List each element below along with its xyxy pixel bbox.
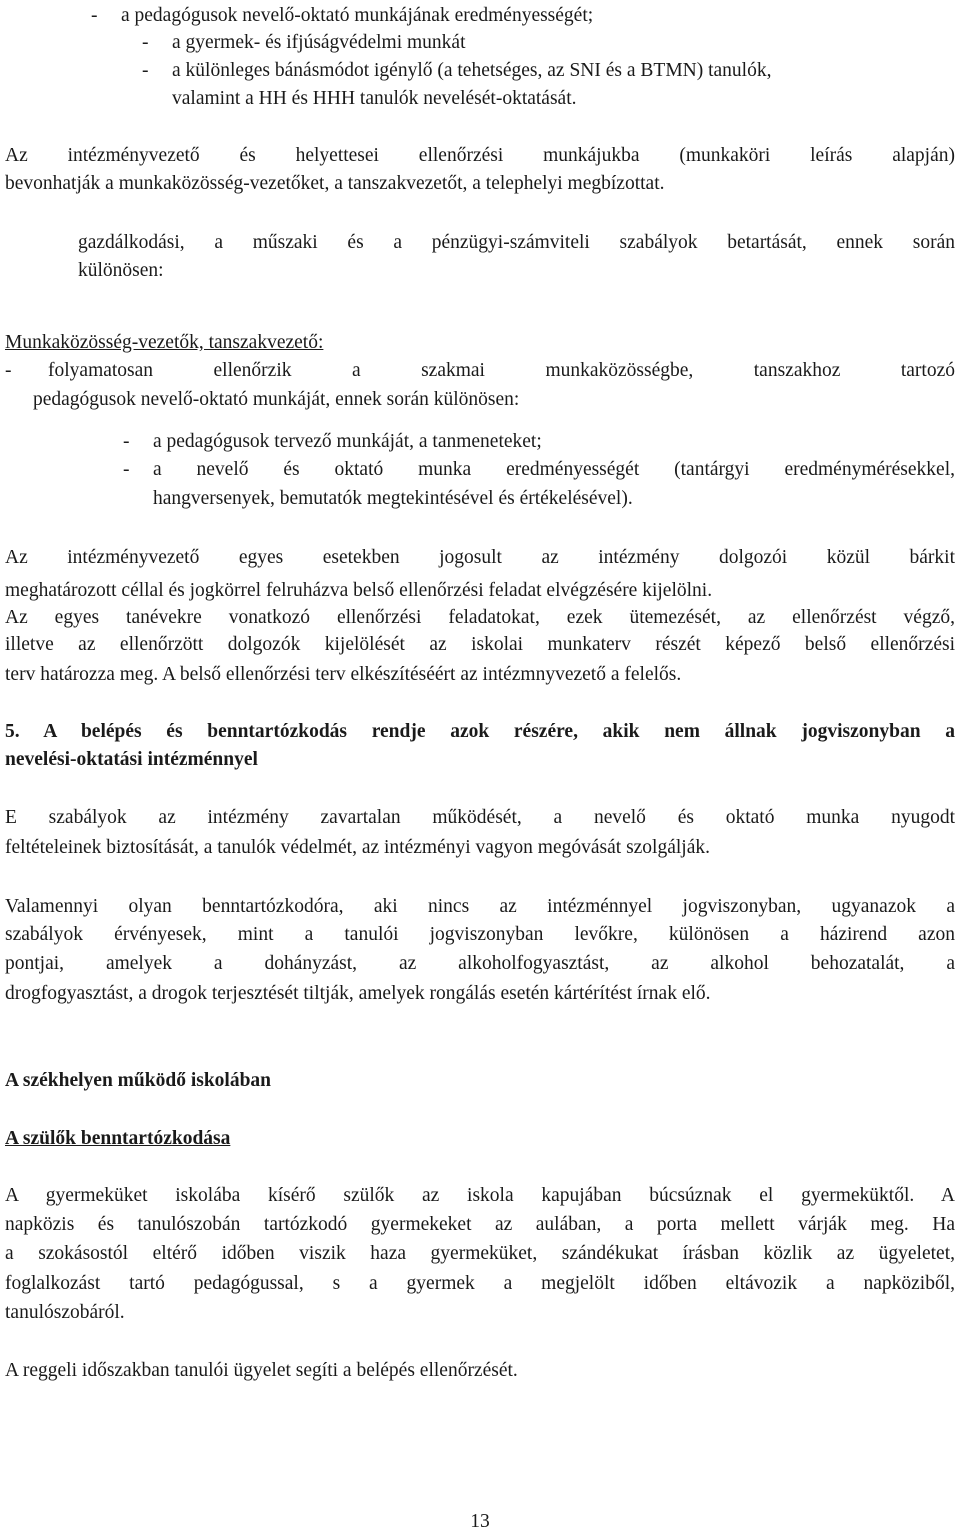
section-heading: nevelési-oktatási intézménnyel	[5, 749, 258, 770]
paragraph-line: drogfogyasztást, a drogok terjesztését tiltják, amelyek rongálás esetén kártérítést írnak elő.	[5, 983, 711, 1004]
list-dash: -	[142, 32, 149, 53]
list-dash: -	[91, 5, 98, 26]
list-item-continuation: valamint a HH és HHH tanulók nevelését-oktatását.	[172, 88, 577, 109]
paragraph-line: A gyermeküket iskolába kísérő szülők az iskola kapujában búcsúznak el gyermeküktől. A	[5, 1185, 955, 1206]
subheading: Munkaközösség-vezetők, tanszakvezető:	[5, 332, 324, 353]
paragraph-line: Valamennyi olyan benntartózkodóra, aki nincs az intézménnyel jogviszonyban, ugyanazok a	[5, 896, 955, 917]
paragraph-line: terv határozza meg. A belső ellenőrzési terv elkészítéséért az intézmnyvezető a felelős.	[5, 664, 682, 685]
paragraph-line: Az intézményvezető és helyettesei ellenőrzési munkájukba (munkaköri leírás alapján)	[5, 145, 955, 166]
page-number: 13	[470, 1511, 490, 1532]
heading-school: A székhelyen működő iskolában	[5, 1070, 272, 1091]
list-dash: -	[123, 459, 130, 480]
list-item: a különleges bánásmódot igénylő (a tehetséges, az SNI és a BTMN) tanulók,	[172, 60, 772, 81]
paragraph-line: gazdálkodási, a műszaki és a pénzügyi-számviteli szabályok betartását, ennek során	[78, 232, 955, 253]
paragraph-line: A reggeli időszakban tanulói ügyelet segíti a belépés ellenőrzését.	[5, 1360, 518, 1381]
list-item: folyamatosan ellenőrzik a szakmai munkaközösségbe, tanszakhoz tartozó	[48, 360, 955, 381]
heading-parents: A szülők benntartózkodása	[5, 1128, 231, 1149]
paragraph-line: foglalkozást tartó pedagógussal, s a gyermek a megjelölt időben eltávozik a napköziből,	[5, 1273, 955, 1294]
list-dash: -	[123, 431, 130, 452]
list-item: a nevelő és oktató munka eredményességét (tantárgyi eredménymérésekkel,	[153, 459, 955, 480]
paragraph-line: bevonhatják a munkaközösség-vezetőket, a tanszakvezetőt, a telephelyi megbízottat.	[5, 173, 665, 194]
list-item: a gyermek- és ifjúságvédelmi munkát	[172, 32, 466, 53]
paragraph-line: Az egyes tanévekre vonatkozó ellenőrzési feladatokat, ezek ütemezését, az ellenőrzést végző,	[5, 607, 955, 628]
paragraph-line: illetve az ellenőrzött dolgozók kijelölését az iskolai munkaterv részét képező belső ellenőrzési	[5, 634, 955, 655]
paragraph-line: a szokásostól eltérő időben viszik haza gyermeküket, szándékukat írásban közlik az ügyeletet,	[5, 1243, 955, 1264]
paragraph-line: feltételeinek biztosítását, a tanulók védelmét, az intézményi vagyon megóvását szolgálják.	[5, 837, 710, 858]
list-item: a pedagógusok tervező munkáját, a tanmeneteket;	[153, 431, 542, 452]
paragraph-line: meghatározott céllal és jogkörrel felruházva belső ellenőrzési feladat elvégzésére kijelölni.	[5, 580, 713, 601]
paragraph-line: Az intézményvezető egyes esetekben jogosult az intézmény dolgozói közül bárkit	[5, 547, 955, 568]
list-item-continuation: hangversenyek, bemutatók megtekintésével és értékelésével).	[153, 488, 633, 509]
list-dash: -	[142, 60, 149, 81]
list-item: a pedagógusok nevelő-oktató munkájának eredményességét;	[121, 5, 594, 26]
paragraph-line: különösen:	[78, 260, 164, 281]
paragraph-line: E szabályok az intézmény zavartalan működését, a nevelő és oktató munka nyugodt	[5, 807, 955, 828]
section-heading: 5. A belépés és benntartózkodás rendje azok részére, akik nem állnak jogviszonyban a	[5, 721, 955, 742]
paragraph-line: tanulószobáról.	[5, 1302, 125, 1323]
list-item-continuation: pedagógusok nevelő-oktató munkáját, ennek során különösen:	[33, 389, 520, 410]
paragraph-line: napközis és tanulószobán tartózkodó gyermekeket az aulában, a porta mellett várják meg. Ha	[5, 1214, 955, 1235]
paragraph-line: szabályok érvényesek, mint a tanulói jogviszonyban levőkre, különösen a házirend azon	[5, 924, 955, 945]
list-dash: -	[5, 360, 12, 381]
paragraph-line: pontjai, amelyek a dohányzást, az alkoholfogyasztást, az alkohol behozatalát, a	[5, 953, 955, 974]
